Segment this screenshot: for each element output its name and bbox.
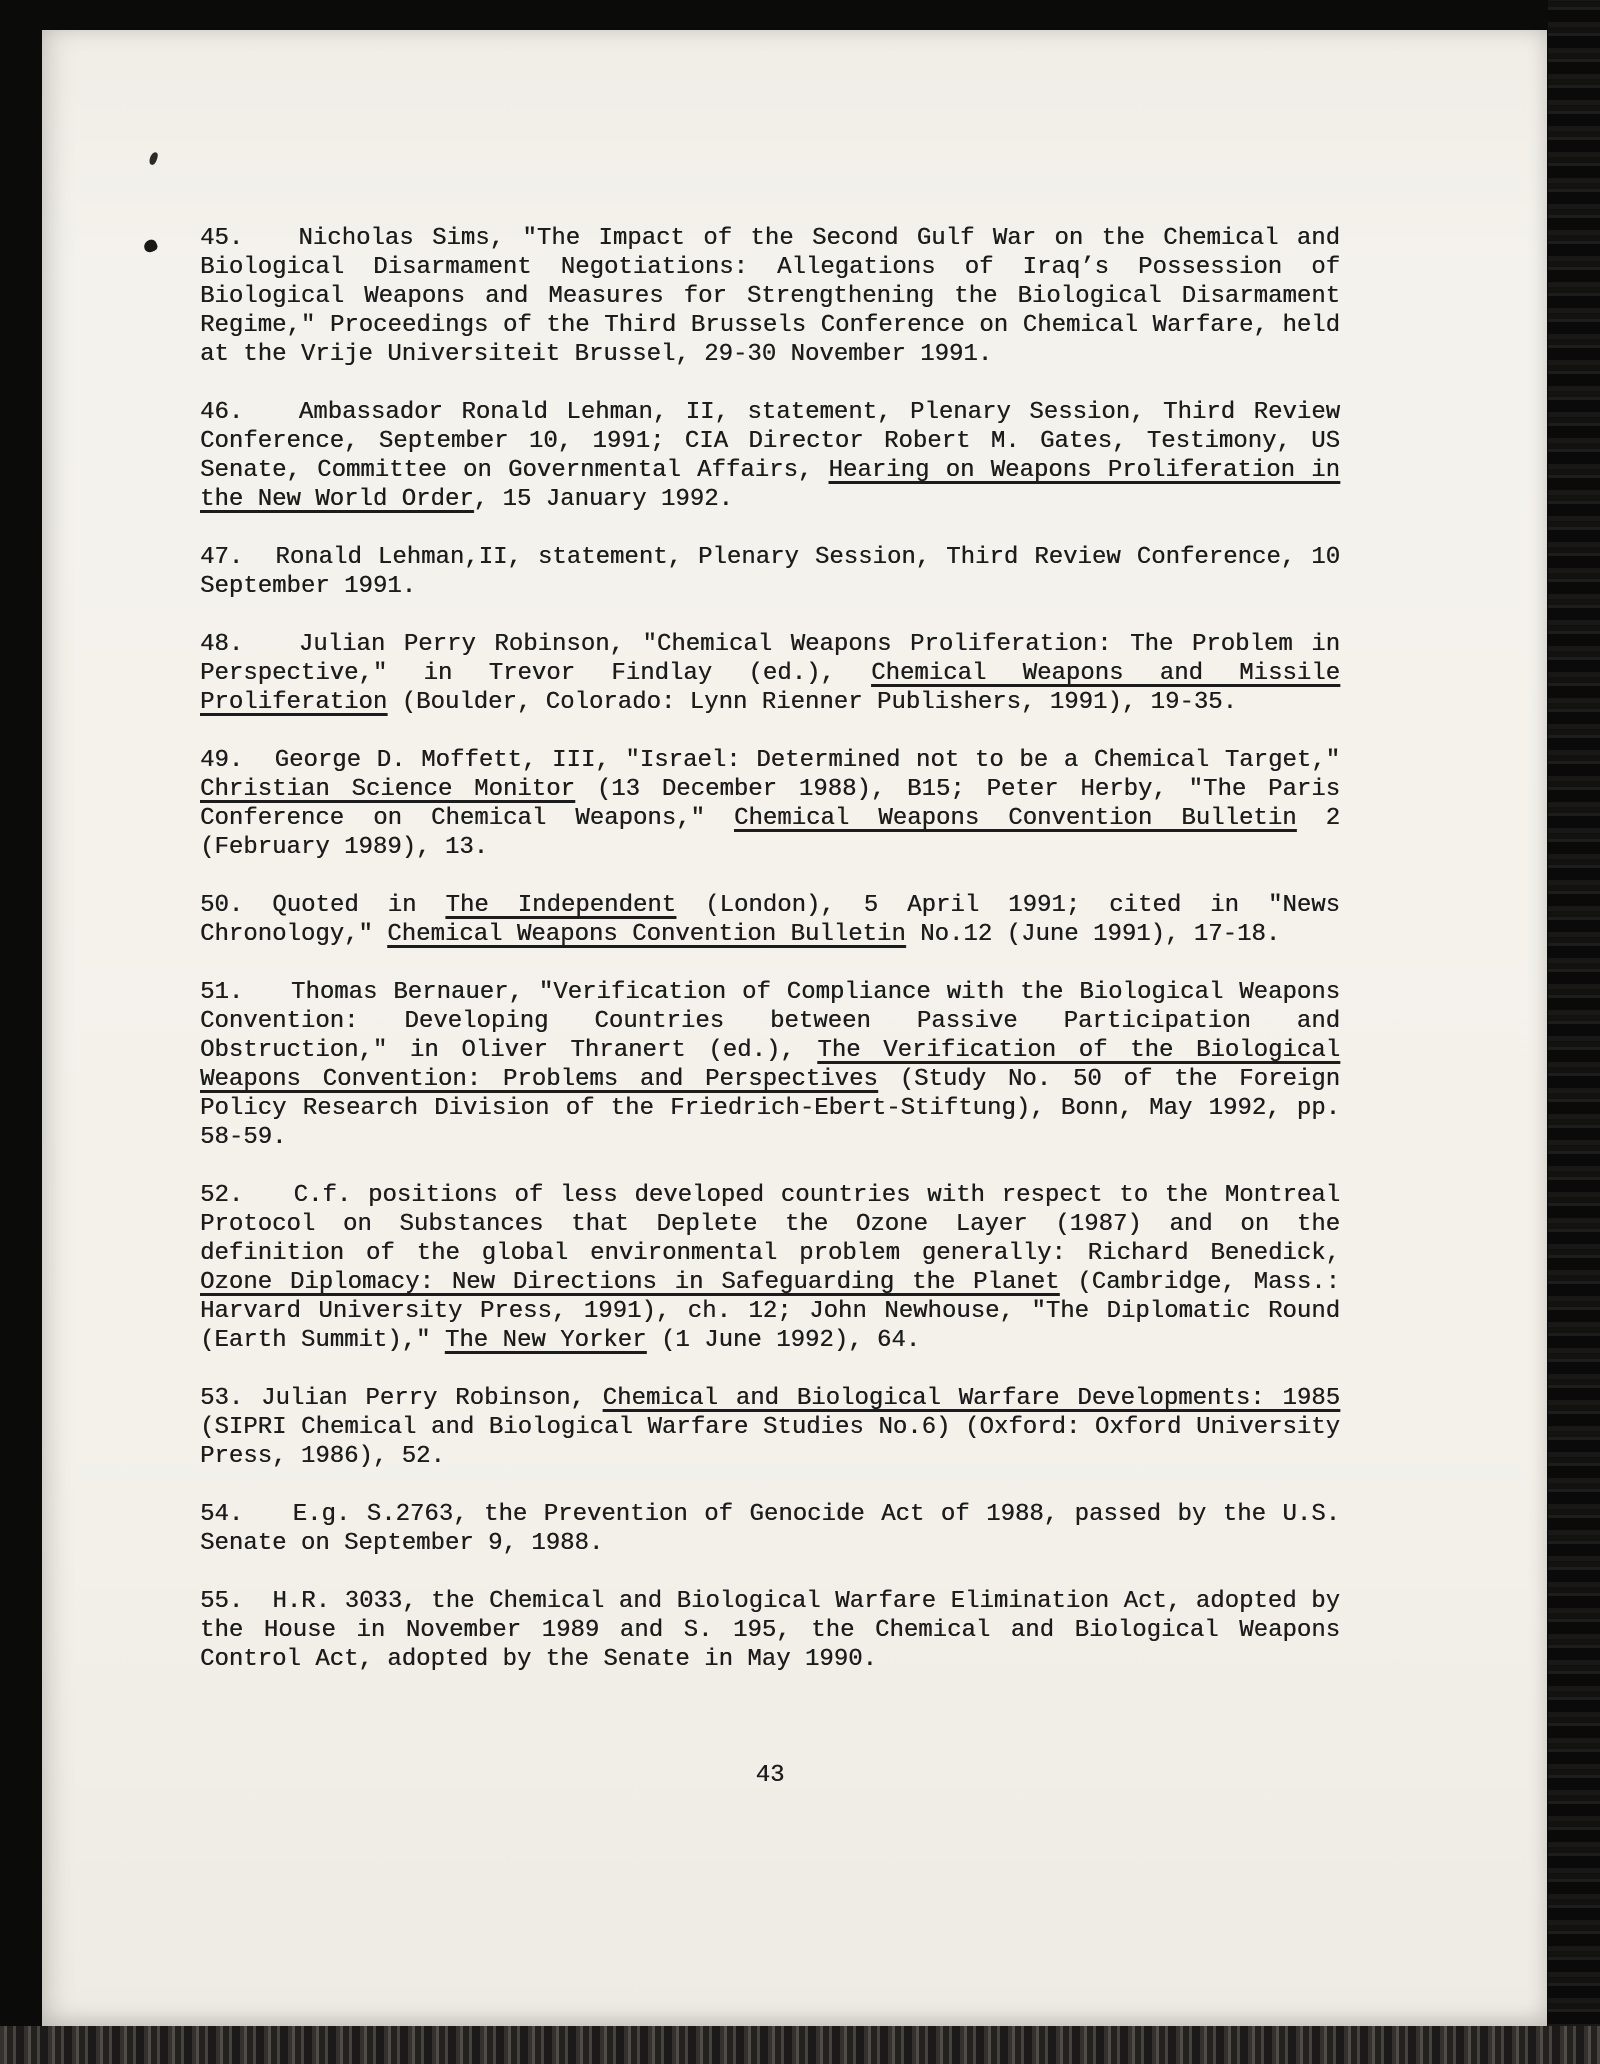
footnote-text: 51. Thomas Bernauer, "Verification of Compliance with the Biological Weapons Convention: Developing Countries between Passive Participation and Obstruction," in Oliver Thranert (ed.), [200,979,1340,1064]
underlined-citation: The New Yorker [444,1327,647,1354]
footnote-55 [200,1587,1340,1674]
bottom-scan-edge [0,2026,1600,2064]
footnote-46 [200,398,1340,514]
underlined-citation: The Independent [445,892,677,919]
footnote-text: 54. E.g. S.2763, the Prevention of Genocide Act of 1988, passed by the U.S. Senate on September 9, 1988. [200,1501,1340,1557]
underlined-citation: Chemical Weapons Convention Bulletin [387,921,906,948]
footnote-text: (Study No. 50 of the Foreign Policy Research Division of the Friedrich-Ebert-Stiftung), Bonn, May 1992, pp. 58-59. [200,1066,1340,1151]
footnote-text: 2 (February 1989), 13. [200,805,1341,861]
footnote-text: 53. Julian Perry Robinson, [200,1385,603,1412]
footnote-text: 52. C.f. positions of less developed countries with respect to the Montreal Protocol on Substances that Deplete the Ozone Layer (1987) and on the definition of the global environmental problem generally: Richard Benedick, [200,1182,1340,1267]
footnote-text: 47. Ronald Lehman,II, statement, Plenary Session, Third Review Conference, 10 September 1991. [200,544,1340,600]
footnote-50 [200,891,1340,949]
ink-speck-icon [148,151,159,166]
footnote-text: 50. Quoted in [200,892,446,919]
footnote-text: (Cambridge, Mass.: Harvard University Press, 1991), ch. 12; John Newhouse, "The Diplomatic Round (Earth Summit)," [200,1269,1340,1354]
footnote-48 [200,630,1340,717]
page-number: 43 [755,1762,785,1789]
footnote-47 [200,543,1340,601]
footnote-text: 46. Ambassador Ronald Lehman, II, statement, Plenary Session, Third Review Conference, September 10, 1991; CIA Director Robert M. Gates, Testimony, US Senate, Committee on Governmental Affairs, [200,399,1340,484]
underlined-citation: Chemical and Biological Warfare Developments: 1985 [602,1385,1340,1412]
footnote-text: (SIPRI Chemical and Biological Warfare Studies No.6) (Oxford: Oxford University Press, 1986), 52. [200,1414,1340,1470]
paper-sheet [42,30,1547,2026]
underlined-citation: Christian Science Monitor [200,776,575,803]
footnote-45 [200,224,1340,369]
footnote-53 [200,1384,1340,1471]
footnote-text: 48. Julian Perry Robinson, "Chemical Weapons Proliferation: The Problem in Perspective," in Trevor Findlay (ed.), [200,631,1340,687]
footnote-text: (13 December 1988), B15; Peter Herby, "The Paris Conference on Chemical Weapons," [200,776,1340,832]
ink-speck-icon [142,238,159,254]
footnote-text: 55. H.R. 3033, the Chemical and Biological Warfare Elimination Act, adopted by the House in November 1989 and S. 195, the Chemical and Biological Weapons Control Act, adopted by the Senate in May 1990. [200,1588,1340,1673]
footnote-text: (Boulder, Colorado: Lynn Rienner Publishers, 1991), 19-35. [387,689,1237,716]
footnote-49 [200,746,1340,862]
footnote-text: (1 June 1992), 64. [646,1327,921,1354]
underlined-citation: Chemical Weapons and Missile Proliferation [200,660,1340,716]
underlined-citation: The Verification of the Biological Weapons Convention: Problems and Perspectives [200,1037,1340,1093]
footnote-text: 45. Nicholas Sims, "The Impact of the Second Gulf War on the Chemical and Biological Disarmament Negotiations: Allegations of Iraq’s Possession of Biological Weapons and Measures for Strengthening the Biological Disarmament Regime," Proceedings of the Third Brussels Conference on Chemical Warfare, held at the Vrije Universiteit Brussel, 29-30 November 1991. [200,225,1340,368]
footnote-text: , 15 January 1992. [473,486,733,513]
footnotes-list [200,224,1340,1703]
footnote-text: 49. George D. Moffett, III, "Israel: Determined not to be a Chemical Target," [200,747,1340,774]
footnote-text: (London), 5 April 1991; cited in "News Chronology," [200,892,1340,948]
underlined-citation: Hearing on Weapons Proliferation in the New World Order [200,457,1340,513]
footnote-54 [200,1500,1340,1558]
footnote-52 [200,1181,1340,1355]
footnote-text: No.12 (June 1991), 17-18. [905,921,1281,948]
footnote-51 [200,978,1340,1152]
underlined-citation: Chemical Weapons Convention Bulletin [734,805,1297,832]
underlined-citation: Ozone Diplomacy: New Directions in Safeguarding the Planet [200,1269,1060,1296]
right-scan-edge [1548,0,1600,2064]
